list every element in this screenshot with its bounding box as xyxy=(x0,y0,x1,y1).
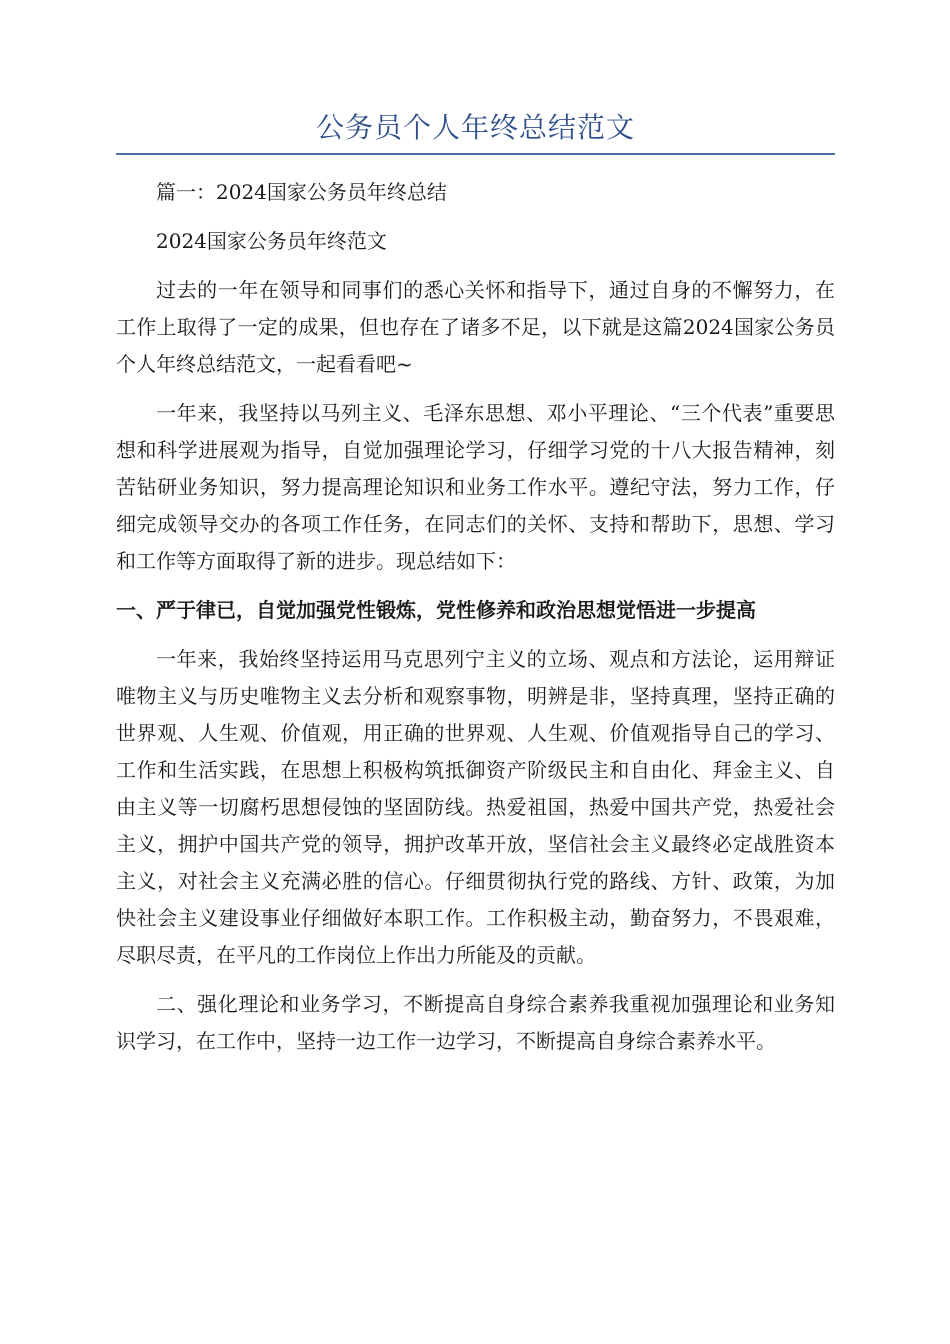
document-body xyxy=(116,174,835,1072)
paragraph-section-2: 二、强化理论和业务学习，不断提高自身综合素养我重视加强理论和业务知识学习，在工作中，坚持一边工作一边学习，不断提高自身综合素养水平。 xyxy=(116,992,835,1053)
title-underline xyxy=(116,153,835,155)
paragraph-subtitle: 篇一：2024国家公务员年终总结 xyxy=(156,180,447,204)
paragraph-section-1: 一年来，我始终坚持运用马克思列宁主义的立场、观点和方法论，运用辩证唯物主义与历史唯物主义去分析和观察事物，明辨是非，坚持真理，坚持正确的世界观、人生观、价值观，用正确的世界观、人生观、价值观指导自己的学习、工作和生活实践，在思想上积极构筑抵御资产阶级民主和自由化、拜金主义、自由主义等一切腐朽思想侵蚀的坚固防线。热爱祖国，热爱中国共产党，热爱社会主义，拥护中国共产党的领导，拥护改革开放，坚信社会主义最终必定战胜资本主义，对社会主义充满必胜的信心。仔细贯彻执行党的路线、方针、政策，为加快社会主义建设事业仔细做好本职工作。工作积极主动，勤奋努力，不畏艰难，尽职尽责，在平凡的工作岗位上作出力所能及的贡献。 xyxy=(116,647,835,967)
document-title: 公务员个人年终总结范文 xyxy=(315,111,635,144)
paragraph-overview: 一年来，我坚持以马列主义、毛泽东思想、邓小平理论、“三个代表”重要思想和科学进展观为指导，自觉加强理论学习，仔细学习党的十八大报告精神，刻苦钻研业务知识，努力提高理论知识和业务工作水平。遵纪守法，努力工作，仔细完成领导交办的各项工作任务，在同志们的关怀、支持和帮助下，思想、学习和工作等方面取得了新的进步。现总结如下： xyxy=(116,401,835,573)
section-heading-1: 一、严于律已，自觉加强党性锻炼，党性修养和政治思想觉悟进一步提高 xyxy=(116,598,756,622)
paragraph-subheading: 2024国家公务员年终范文 xyxy=(156,229,387,253)
paragraph-intro: 过去的一年在领导和同事们的悉心关怀和指导下，通过自身的不懈努力，在工作上取得了一定的成果，但也存在了诸多不足，以下就是这篇2024国家公务员个人年终总结范文，一起看看吧~ xyxy=(116,278,835,376)
